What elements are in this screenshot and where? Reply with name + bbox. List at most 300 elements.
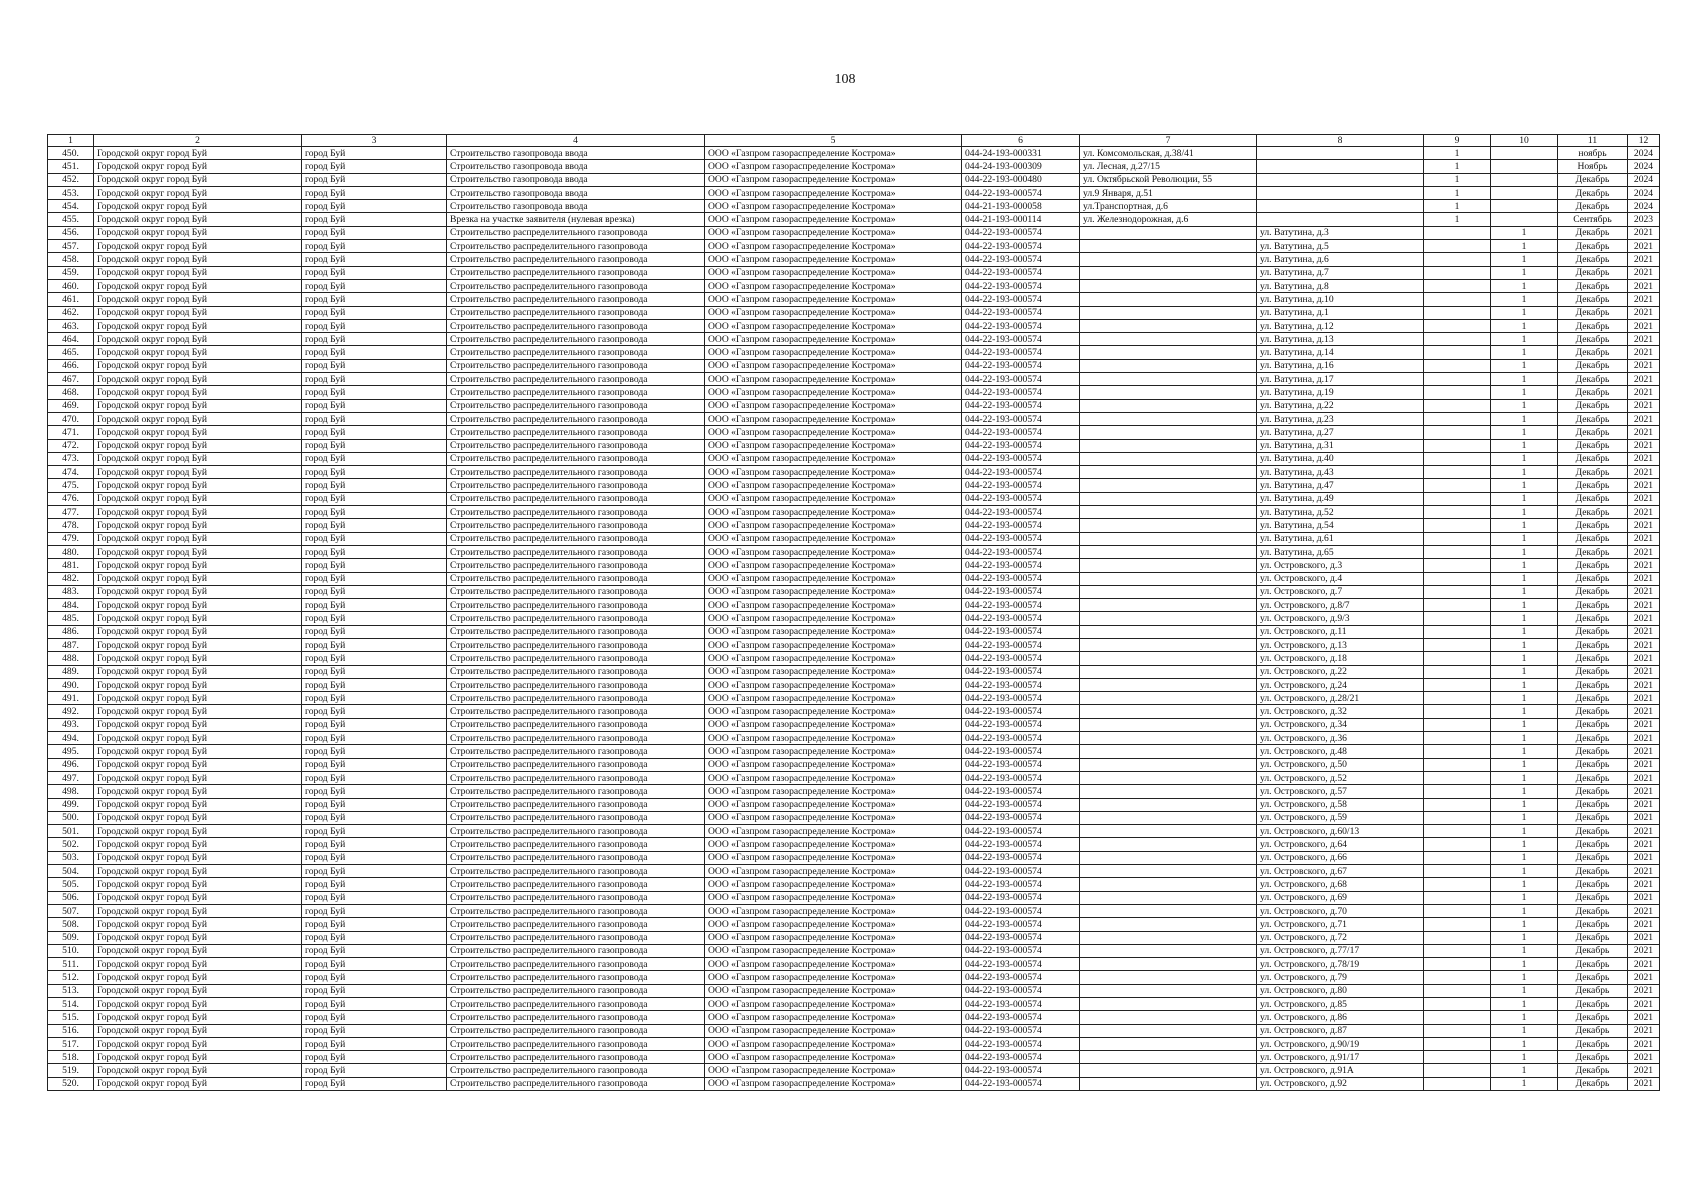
table-cell: Декабрь [1558,625,1628,638]
table-cell: Городской округ город Буй [94,625,302,638]
table-cell [1424,240,1491,253]
table-cell: 1 [1491,984,1558,997]
table-cell: 2021 [1628,705,1660,718]
table-cell: ООО «Газпром газораспределение Кострома» [705,186,962,199]
table-row [48,958,1660,971]
table-cell [1424,572,1491,585]
table-cell: город Буй [302,732,447,745]
table-cell: 1 [1424,200,1491,213]
table-cell: ООО «Газпром газораспределение Кострома» [705,1077,962,1090]
table-cell: Строительство распределительного газопровода [447,1077,705,1090]
table-cell: Строительство распределительного газопровода [447,798,705,811]
table-cell: ул. Ватутина, д.49 [1257,492,1424,505]
table-cell: 044-22-193-000574 [962,638,1080,651]
table-cell [1424,1037,1491,1050]
table-cell [1424,532,1491,545]
table-cell: Городской округ город Буй [94,798,302,811]
table-row [48,1011,1660,1024]
table-cell: Городской округ город Буй [94,532,302,545]
table-cell: ул. Островского, д.77/17 [1257,944,1424,957]
table-cell: город Буй [302,891,447,904]
table-cell: 044-22-193-000574 [962,1051,1080,1064]
table-cell: 1 [1491,971,1558,984]
table-cell: Строительство распределительного газопровода [447,692,705,705]
table-cell: Строительство распределительного газопровода [447,785,705,798]
table-cell: 044-22-193-000574 [962,572,1080,585]
table-cell: город Буй [302,944,447,957]
table-cell [1080,931,1257,944]
table-cell: Декабрь [1558,998,1628,1011]
table-cell: 2021 [1628,1064,1660,1077]
table-row [48,891,1660,904]
table-cell [1080,984,1257,997]
table-cell: Строительство распределительного газопровода [447,1024,705,1037]
table-cell: ул. Ватутина, д.40 [1257,452,1424,465]
table-cell: Городской округ город Буй [94,266,302,279]
table-cell: 2021 [1628,585,1660,598]
table-cell [1424,891,1491,904]
table-cell: 2021 [1628,279,1660,292]
table-cell: Строительство распределительного газопровода [447,838,705,851]
table-cell [1424,745,1491,758]
column-header: 5 [705,135,962,147]
table-cell: Строительство распределительного газопровода [447,386,705,399]
table-cell: 044-22-193-000574 [962,652,1080,665]
table-cell: город Буй [302,865,447,878]
table-cell: 2021 [1628,226,1660,239]
table-cell: ул. Островского, д.85 [1257,998,1424,1011]
table-cell: Декабрь [1558,798,1628,811]
table-cell: Декабрь [1558,904,1628,917]
table-cell [1491,147,1558,160]
table-cell: Строительство распределительного газопровода [447,1064,705,1077]
table-cell: ул. Островского, д.71 [1257,918,1424,931]
table-cell: Городской округ город Буй [94,904,302,917]
table-cell: 456. [48,226,94,239]
table-cell [1257,200,1424,213]
table-row [48,572,1660,585]
table-cell: Ноябрь [1558,160,1628,173]
table-cell: ул. Ватутина, д.17 [1257,373,1424,386]
table-cell: 454. [48,200,94,213]
table-cell [1257,173,1424,186]
table-cell: 2021 [1628,479,1660,492]
table-cell [1424,253,1491,266]
table-cell: Строительство распределительного газопровода [447,1011,705,1024]
table-cell: город Буй [302,173,447,186]
table-cell: 1 [1491,1037,1558,1050]
table-cell: 482. [48,572,94,585]
table-cell: 044-22-193-000574 [962,186,1080,199]
table-cell: Строительство распределительного газопровода [447,1037,705,1050]
table-row [48,293,1660,306]
table-cell: ООО «Газпром газораспределение Кострома» [705,386,962,399]
table-cell: ООО «Газпром газораспределение Кострома» [705,838,962,851]
table-cell: Декабрь [1558,545,1628,558]
table-cell: 2021 [1628,1051,1660,1064]
table-cell: Декабрь [1558,1077,1628,1090]
table-cell: 2021 [1628,718,1660,731]
table-cell: ООО «Газпром газораспределение Кострома» [705,226,962,239]
table-cell: ул. Ватутина, д.31 [1257,439,1424,452]
table-cell: город Буй [302,998,447,1011]
table-row [48,732,1660,745]
table-cell: ул. Ватутина, д.8 [1257,279,1424,292]
table-cell: Городской округ город Буй [94,173,302,186]
table-cell: ООО «Газпром газораспределение Кострома» [705,878,962,891]
table-cell: 2021 [1628,333,1660,346]
table-row [48,785,1660,798]
table-cell: 508. [48,918,94,931]
table-cell: Строительство распределительного газопровода [447,426,705,439]
table-cell: Городской округ город Буй [94,944,302,957]
table-cell: город Буй [302,226,447,239]
table-cell [1080,373,1257,386]
table-cell [1424,931,1491,944]
table-cell [1491,213,1558,226]
table-cell: Декабрь [1558,466,1628,479]
table-cell: 044-22-193-000574 [962,1011,1080,1024]
table-cell: 486. [48,625,94,638]
table-cell: ул. Лесная, д.27/15 [1080,160,1257,173]
table-cell: Городской округ город Буй [94,958,302,971]
table-cell: город Буй [302,625,447,638]
table-cell: 044-22-193-000574 [962,346,1080,359]
table-cell: 465. [48,346,94,359]
table-cell: Декабрь [1558,359,1628,372]
table-cell [1424,1051,1491,1064]
table-cell: 1 [1491,918,1558,931]
table-cell: 044-22-193-000574 [962,878,1080,891]
table-cell: Декабрь [1558,785,1628,798]
table-cell: 484. [48,599,94,612]
table-cell: Декабрь [1558,718,1628,731]
table-cell: ул. Островского, д.34 [1257,718,1424,731]
table-cell: 481. [48,559,94,572]
table-cell: 1 [1491,931,1558,944]
table-cell: Городской округ город Буй [94,492,302,505]
table-cell: ул. Ватутина, д.10 [1257,293,1424,306]
table-cell: ООО «Газпром газораспределение Кострома» [705,1037,962,1050]
table-cell: Городской округ город Буй [94,1051,302,1064]
table-cell: 044-22-193-000574 [962,1077,1080,1090]
table-row [48,359,1660,372]
table-cell: 044-22-193-000574 [962,998,1080,1011]
table-cell [1080,1024,1257,1037]
table-cell: ул. Ватутина, д.52 [1257,506,1424,519]
table-cell: Декабрь [1558,426,1628,439]
table-cell: 489. [48,665,94,678]
table-cell: город Буй [302,678,447,691]
table-cell: ул. Ватутина, д.22 [1257,399,1424,412]
table-cell: ООО «Газпром газораспределение Кострома» [705,293,962,306]
table-cell: 473. [48,452,94,465]
table-cell: 512. [48,971,94,984]
table-cell [1424,373,1491,386]
table-cell: Городской округ город Буй [94,519,302,532]
table-cell: ул. Островского, д.4 [1257,572,1424,585]
table-cell: ООО «Газпром газораспределение Кострома» [705,718,962,731]
table-cell: 2021 [1628,798,1660,811]
table-cell: Строительство распределительного газопровода [447,399,705,412]
table-cell: 462. [48,306,94,319]
column-header: 4 [447,135,705,147]
table-row [48,1064,1660,1077]
table-cell: Декабрь [1558,865,1628,878]
table-row [48,506,1660,519]
table-cell: 2021 [1628,612,1660,625]
table-cell [1080,838,1257,851]
table-cell: Городской округ город Буй [94,479,302,492]
table-cell: ООО «Газпром газораспределение Кострома» [705,585,962,598]
table-row [48,918,1660,931]
table-cell: ул. Островского, д.48 [1257,745,1424,758]
table-cell: 2021 [1628,412,1660,425]
table-cell: 467. [48,373,94,386]
table-row [48,346,1660,359]
table-cell: 044-24-193-000309 [962,160,1080,173]
table-cell [1424,851,1491,864]
table-row [48,466,1660,479]
table-cell: 2021 [1628,984,1660,997]
table-cell: 2021 [1628,545,1660,558]
column-header: 10 [1491,135,1558,147]
table-cell: город Буй [302,811,447,824]
table-cell: Декабрь [1558,479,1628,492]
table-cell: ООО «Газпром газораспределение Кострома» [705,253,962,266]
table-cell: Декабрь [1558,386,1628,399]
table-cell: ООО «Газпром газораспределение Кострома» [705,958,962,971]
table-cell: 1 [1491,665,1558,678]
table-cell: Городской округ город Буй [94,373,302,386]
table-cell: ООО «Газпром газораспределение Кострома» [705,599,962,612]
table-cell: 469. [48,399,94,412]
table-cell: ООО «Газпром газораспределение Кострома» [705,851,962,864]
table-cell: 044-22-193-000574 [962,904,1080,917]
table-cell: ул. Островского, д.18 [1257,652,1424,665]
table-cell: Декабрь [1558,373,1628,386]
table-cell: 515. [48,1011,94,1024]
table-cell [1080,705,1257,718]
table-cell: Строительство распределительного газопровода [447,279,705,292]
table-row [48,226,1660,239]
table-cell: 2021 [1628,745,1660,758]
table-cell [1424,412,1491,425]
table-cell [1491,173,1558,186]
table-cell: 463. [48,319,94,332]
table-cell: Городской округ город Буй [94,200,302,213]
table-cell [1080,226,1257,239]
table-cell [1080,745,1257,758]
table-cell: Городской округ город Буй [94,771,302,784]
table-cell: Декабрь [1558,585,1628,598]
table-cell: Строительство распределительного газопровода [447,718,705,731]
table-cell: Декабрь [1558,572,1628,585]
table-cell: город Буй [302,373,447,386]
table-cell: 488. [48,652,94,665]
table-cell: 516. [48,1024,94,1037]
table-cell: 044-22-193-000574 [962,359,1080,372]
table-cell [1080,293,1257,306]
table-cell: Городской округ город Буй [94,439,302,452]
table-cell: 044-22-193-000574 [962,825,1080,838]
table-cell: Декабрь [1558,439,1628,452]
table-cell: 1 [1491,732,1558,745]
table-row [48,599,1660,612]
table-cell: Строительство распределительного газопровода [447,306,705,319]
table-cell: ООО «Газпром газораспределение Кострома» [705,359,962,372]
table-cell: Городской округ город Буй [94,998,302,1011]
table-cell: 2021 [1628,266,1660,279]
table-cell: ООО «Газпром газораспределение Кострома» [705,1011,962,1024]
table-cell [1080,998,1257,1011]
table-row [48,612,1660,625]
table-cell: 2021 [1628,891,1660,904]
table-cell: Городской округ город Буй [94,865,302,878]
table-cell: 472. [48,439,94,452]
table-row [48,771,1660,784]
table-cell: город Буй [302,1011,447,1024]
table-cell: город Буй [302,559,447,572]
table-cell: Строительство распределительного газопровода [447,638,705,651]
table-cell: Декабрь [1558,319,1628,332]
table-cell: 1 [1491,452,1558,465]
table-cell: Декабрь [1558,891,1628,904]
table-row [48,412,1660,425]
table-cell: Декабрь [1558,173,1628,186]
table-cell: ООО «Газпром газораспределение Кострома» [705,692,962,705]
table-row [48,319,1660,332]
table-cell: 1 [1491,998,1558,1011]
table-cell [1424,452,1491,465]
table-cell: Городской округ город Буй [94,240,302,253]
table-cell: Городской округ город Буй [94,399,302,412]
table-cell: ООО «Газпром газораспределение Кострома» [705,1051,962,1064]
table-cell [1424,279,1491,292]
table-cell [1424,638,1491,651]
table-cell: 1 [1491,851,1558,864]
table-cell: 1 [1491,1077,1558,1090]
table-cell: Декабрь [1558,253,1628,266]
table-cell: город Буй [302,186,447,199]
table-cell [1080,865,1257,878]
table-cell: город Буй [302,426,447,439]
table-cell: город Буй [302,213,447,226]
table-cell: ул. Ватутина, д.16 [1257,359,1424,372]
table-cell: город Буй [302,838,447,851]
table-row [48,386,1660,399]
table-cell: 498. [48,785,94,798]
table-cell [1080,732,1257,745]
table-cell: ООО «Газпром газораспределение Кострома» [705,559,962,572]
table-cell: город Буй [302,851,447,864]
table-cell: 2021 [1628,732,1660,745]
table-cell: 1 [1491,426,1558,439]
table-cell: город Буй [302,160,447,173]
table-cell: ООО «Газпром газораспределение Кострома» [705,279,962,292]
table-cell [1080,1077,1257,1090]
table-cell: Городской округ город Буй [94,599,302,612]
table-cell: ул. Ватутина, д.43 [1257,466,1424,479]
table-cell: 044-22-193-000574 [962,319,1080,332]
table-row [48,705,1660,718]
table-cell: 2023 [1628,213,1660,226]
table-cell [1080,638,1257,651]
table-cell [1424,825,1491,838]
table-cell: 480. [48,545,94,558]
table-cell [1257,213,1424,226]
table-cell: 1 [1424,173,1491,186]
column-header: 1 [48,135,94,147]
table-cell: ул. Островского, д.28/21 [1257,692,1424,705]
table-cell: ООО «Газпром газораспределение Кострома» [705,811,962,824]
table-cell: 499. [48,798,94,811]
table-cell [1424,811,1491,824]
table-cell: Декабрь [1558,612,1628,625]
table-cell: 2021 [1628,532,1660,545]
table-cell: Городской округ город Буй [94,878,302,891]
table-row [48,944,1660,957]
table-row [48,1077,1660,1090]
table-cell: 1 [1491,811,1558,824]
table-cell: 2021 [1628,851,1660,864]
table-cell: 1 [1491,306,1558,319]
table-cell: Городской округ город Буй [94,785,302,798]
table-cell: 2021 [1628,878,1660,891]
table-cell: 044-22-193-000574 [962,532,1080,545]
table-row [48,492,1660,505]
table-cell: 1 [1491,798,1558,811]
table-cell: Строительство распределительного газопровода [447,373,705,386]
table-cell: 044-22-193-000574 [962,559,1080,572]
table-row [48,652,1660,665]
table-cell: 044-22-193-000574 [962,771,1080,784]
table-row [48,559,1660,572]
table-cell: Строительство распределительного газопровода [447,705,705,718]
table-cell: Городской округ город Буй [94,186,302,199]
table-cell: Городской округ город Буй [94,891,302,904]
table-row [48,213,1660,226]
table-cell: 044-22-193-000574 [962,891,1080,904]
table-cell [1424,878,1491,891]
table-cell: 490. [48,678,94,691]
table-cell [1424,519,1491,532]
table-cell: Строительство распределительного газопровода [447,506,705,519]
table-cell: 2021 [1628,998,1660,1011]
table-cell: Городской округ город Буй [94,665,302,678]
table-cell: ООО «Газпром газораспределение Кострома» [705,479,962,492]
table-cell: 2024 [1628,200,1660,213]
table-cell: город Буй [302,652,447,665]
table-cell: 476. [48,492,94,505]
table-cell: Городской округ город Буй [94,279,302,292]
table-cell: ООО «Газпром газораспределение Кострома» [705,147,962,160]
table-cell: 2021 [1628,399,1660,412]
table-cell: ООО «Газпром газораспределение Кострома» [705,971,962,984]
table-cell: 1 [1491,253,1558,266]
table-cell [1424,998,1491,1011]
table-cell: ООО «Газпром газораспределение Кострома» [705,625,962,638]
table-cell: ул. Железнодорожная, д.6 [1080,213,1257,226]
table-cell [1080,758,1257,771]
table-cell: Строительство распределительного газопровода [447,545,705,558]
table-cell: 475. [48,479,94,492]
table-row [48,678,1660,691]
table-cell: Декабрь [1558,665,1628,678]
table-cell: Декабрь [1558,506,1628,519]
table-row [48,878,1660,891]
table-cell: Городской округ город Буй [94,306,302,319]
